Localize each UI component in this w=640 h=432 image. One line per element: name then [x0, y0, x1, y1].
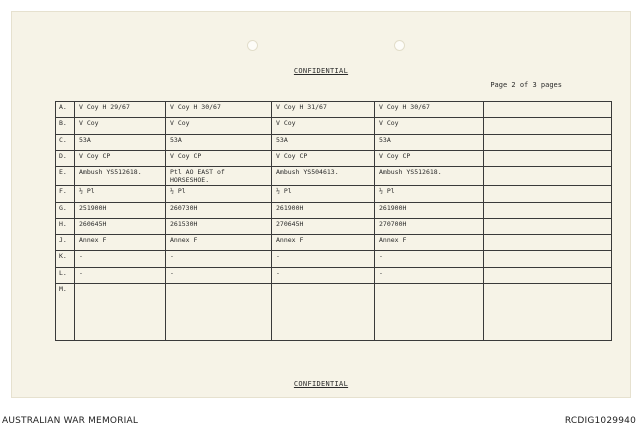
table-cell [484, 102, 612, 118]
table-cell: V Coy [375, 118, 484, 134]
table-cell: Ambush YS504613. [272, 167, 375, 186]
table-cell: 53A [75, 134, 166, 150]
row-label: M. [56, 283, 75, 340]
table-row [56, 102, 612, 118]
table-row [56, 150, 612, 166]
table-cell: V Coy [272, 118, 375, 134]
punch-hole [247, 40, 258, 51]
row-label: K. [56, 251, 75, 267]
table-cell: V Coy CP [272, 150, 375, 166]
table-cell: Annex F [375, 235, 484, 251]
table-cell: Annex F [272, 235, 375, 251]
table-row [56, 235, 612, 251]
table-cell: - [272, 267, 375, 283]
table-row [56, 283, 612, 340]
table-cell: V Coy H 30/67 [166, 102, 272, 118]
table-cell: V Coy [166, 118, 272, 134]
table-cell: - [166, 267, 272, 283]
table-cell: V Coy CP [375, 150, 484, 166]
table-cell: V Coy H 31/67 [272, 102, 375, 118]
table-cell: 53A [272, 134, 375, 150]
table-cell: 261530H [166, 218, 272, 234]
table-cell: ½ Pl [166, 186, 272, 202]
table-cell [484, 251, 612, 267]
table-cell: Annex F [166, 235, 272, 251]
table-cell: V Coy [75, 118, 166, 134]
table-row [56, 167, 612, 186]
classification-header: CONFIDENTIAL [293, 67, 349, 75]
punch-hole [394, 40, 405, 51]
table-cell: V Coy H 29/67 [75, 102, 166, 118]
table-row [56, 218, 612, 234]
row-label: F. [56, 186, 75, 202]
table-cell [484, 218, 612, 234]
table-cell: 53A [375, 134, 484, 150]
table-cell [484, 267, 612, 283]
table-row [56, 251, 612, 267]
archive-id: RCDIG1029940 [564, 416, 636, 426]
table-cell: ½ Pl [375, 186, 484, 202]
table-cell: 260645H [75, 218, 166, 234]
table-cell: V Coy H 30/67 [375, 102, 484, 118]
table-row [56, 202, 612, 218]
table-cell: - [75, 251, 166, 267]
document-sheet [12, 12, 630, 397]
table-cell: - [166, 251, 272, 267]
table-cell [484, 283, 612, 340]
table-cell [484, 134, 612, 150]
table-cell: - [75, 267, 166, 283]
row-label: D. [56, 150, 75, 166]
row-label: J. [56, 235, 75, 251]
table-cell: ½ Pl [272, 186, 375, 202]
table-cell [484, 118, 612, 134]
table-row [56, 186, 612, 202]
table-cell: V Coy CP [166, 150, 272, 166]
classification-footer: CONFIDENTIAL [293, 380, 349, 388]
table-row [56, 134, 612, 150]
table-cell: 53A [166, 134, 272, 150]
table-cell [484, 167, 612, 186]
table-cell: - [375, 267, 484, 283]
row-label: A. [56, 102, 75, 118]
row-label: L. [56, 267, 75, 283]
table-cell [484, 202, 612, 218]
table-cell: Ambush YS512618. [375, 167, 484, 186]
table-cell: 251900H [75, 202, 166, 218]
table-cell: V Coy CP [75, 150, 166, 166]
table-cell: 261900H [272, 202, 375, 218]
table-cell: Ptl AO EAST of HORSESHOE. [166, 167, 272, 186]
table-row [56, 118, 612, 134]
table-cell: 260730H [166, 202, 272, 218]
table-cell [484, 186, 612, 202]
page-info: Page 2 of 3 pages [490, 81, 562, 89]
table-cell [375, 283, 484, 340]
table-cell: 270645H [272, 218, 375, 234]
row-label: C. [56, 134, 75, 150]
table-cell [166, 283, 272, 340]
table-cell: - [375, 251, 484, 267]
table-cell: 261900H [375, 202, 484, 218]
table-cell [75, 283, 166, 340]
table-cell: Ambush YS512618. [75, 167, 166, 186]
archive-caption: AUSTRALIAN WAR MEMORIAL [2, 416, 139, 426]
table-cell: - [272, 251, 375, 267]
orders-table [55, 101, 612, 341]
table-cell: ½ Pl [75, 186, 166, 202]
table-cell [484, 235, 612, 251]
row-label: H. [56, 218, 75, 234]
row-label: E. [56, 167, 75, 186]
table-cell [484, 150, 612, 166]
row-label: G. [56, 202, 75, 218]
table-cell: 270700H [375, 218, 484, 234]
row-label: B. [56, 118, 75, 134]
table-row [56, 267, 612, 283]
table-cell [272, 283, 375, 340]
table-cell: Annex F [75, 235, 166, 251]
